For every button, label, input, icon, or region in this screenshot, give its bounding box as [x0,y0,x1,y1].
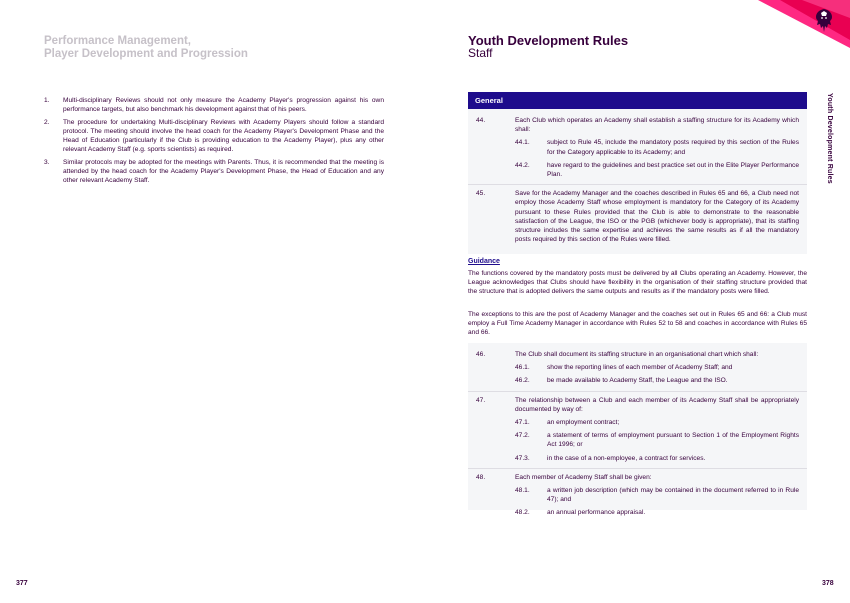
sub-rule-text: be made available to Academy Staff, the League and the ISO. [547,377,728,385]
lion-crest-icon [812,8,836,34]
rule-number: 47. [476,396,486,404]
sub-rule-48-2 [515,508,799,517]
list-item [44,159,384,186]
sub-rule-number: 47.3. [515,454,530,462]
sub-rule-text: have regard to the guidelines and best practice set out in the Elite Player Performance Plan. [547,161,799,179]
divider [468,184,807,185]
rule-47 [476,396,799,463]
guidance-heading: Guidance [468,258,500,265]
guidance-paragraph: The functions covered by the mandatory posts must be delivered by all Clubs operating an Academy. However, the League acknowledges that Clubs should have flexibility in the organisation of their staffing structure provided that the structure that is adopted delivers the same outputs and results as if the mandatory posts were filled. [468,270,807,296]
sub-rule-text: an employment contract; [547,419,620,427]
sub-rule-text: show the reporting lines of each member of Academy Staff; and [547,364,733,372]
divider [468,468,807,469]
rule-45 [476,189,799,244]
sub-rule-number: 46.2. [515,377,530,385]
rule-48 [476,473,799,518]
sub-rule-44-2 [515,161,799,179]
page-title: Youth Development Rules [468,33,629,48]
guidance-paragraph: The exceptions to this are the post of Academy Manager and the coaches set out in Rules 65 and 66: a Club must employ a Full Time Academy Manager in accordance with Rules 52 to 58 and coaches in accordance with Rules 65 and 66. [468,311,807,337]
list-item-number: 3. [44,159,50,167]
rule-46 [476,350,799,386]
sub-rule-48-1 [515,486,799,504]
rule-44 [476,116,799,179]
sub-rule-number: 48.1. [515,487,530,495]
sub-rule-47-3 [515,454,799,463]
sub-rule-number: 44.2. [515,161,530,169]
list-item-number: 2. [44,119,50,127]
list-item-text: The procedure for undertaking Multi-disciplinary Reviews with Academy Players should follow a standard protocol. The meeting should involve the head coach for the Academy Player's Development Phase and the Head of Education (particularly if the Club is providing education to the Academy Player), plus any other relevant Academy Staff (e.g. sports scientists) as required. [63,119,384,154]
page-number-right: 378 [822,580,834,587]
rule-text: Each Club which operates an Academy shall establish a staffing structure for its Academy which shall: [515,117,799,134]
sub-rule-number: 44.1. [515,139,530,147]
rule-text: Each member of Academy Staff shall be given: [515,473,652,481]
sub-rule-number: 48.2. [515,509,530,517]
sub-rule-46-2 [515,376,799,385]
sub-rule-44-1 [515,138,799,156]
page-subtitle: Staff [468,46,493,60]
page-number-left: 377 [16,580,28,587]
section-header-general: General [468,92,807,109]
list-item-number: 1. [44,97,50,104]
list-item [44,97,384,115]
left-page-title [44,35,248,61]
sub-rule-text: in the case of a non-employee, a contract for services. [547,454,706,462]
sub-rule-number: 47.1. [515,419,530,427]
rule-text: Save for the Academy Manager and the coaches described in Rules 65 and 66, a Club need not employ those Academy Staff whose employment is mandatory for the Category of its Academy pursuant to these Rules provided that the Club is able to demonstrate to the reasonable satisfaction of the League, the ISO or the PGB (whichever body is appropriate), that its staffing structure includes the same expertise and achieves the same results as if all the mandatory posts required by this section of the Rules were filled. [515,190,799,244]
rule-number: 48. [476,473,486,481]
rule-number: 45. [476,190,486,198]
rules-panel-staff-documentation [468,343,807,517]
side-section-label: Youth Development Rules [826,93,833,184]
sub-rule-text: a written job description (which may be contained in the document referred to in Rule 47); and [547,487,799,504]
left-title-line2: Player Development and Progression [44,48,248,60]
sub-rule-text: a statement of terms of employment pursuant to Section 1 of the Employment Rights Act 1996; or [547,432,799,449]
list-item [44,119,384,155]
left-title-line1: Performance Management, [44,35,191,47]
divider [468,391,807,392]
sub-rule-number: 47.2. [515,432,530,440]
sub-rule-47-1 [515,418,799,427]
rules-panel-general [468,109,807,254]
sub-rule-46-1 [515,363,799,372]
rule-number: 46. [476,351,486,358]
list-item-text: Multi-disciplinary Reviews should not only measure the Academy Player's progression against his own performance targets, but also benchmark his development against that of his peers. [63,97,384,113]
sub-rule-text: subject to Rule 45, include the mandatory posts required by this section of the Rules for the Category applicable to its Academy; and [547,139,799,156]
left-numbered-list [44,97,384,191]
rule-text: The relationship between a Club and each member of its Academy Staff shall be appropriately documented by way of: [515,396,799,413]
sub-rule-47-2 [515,431,799,449]
list-item-text: Similar protocols may be adopted for the meetings with Parents. Thus, it is recommended that the meeting is attended by the head coach for the Academy Player's Development Phase, the Head of Education and any other relevant Academy Staff. [63,159,384,185]
sub-rule-number: 46.1. [515,364,530,372]
sub-rule-text: an annual performance appraisal. [547,509,646,517]
rule-number: 44. [476,117,486,124]
rule-text: The Club shall document its staffing structure in an organisational chart which shall: [515,351,759,358]
